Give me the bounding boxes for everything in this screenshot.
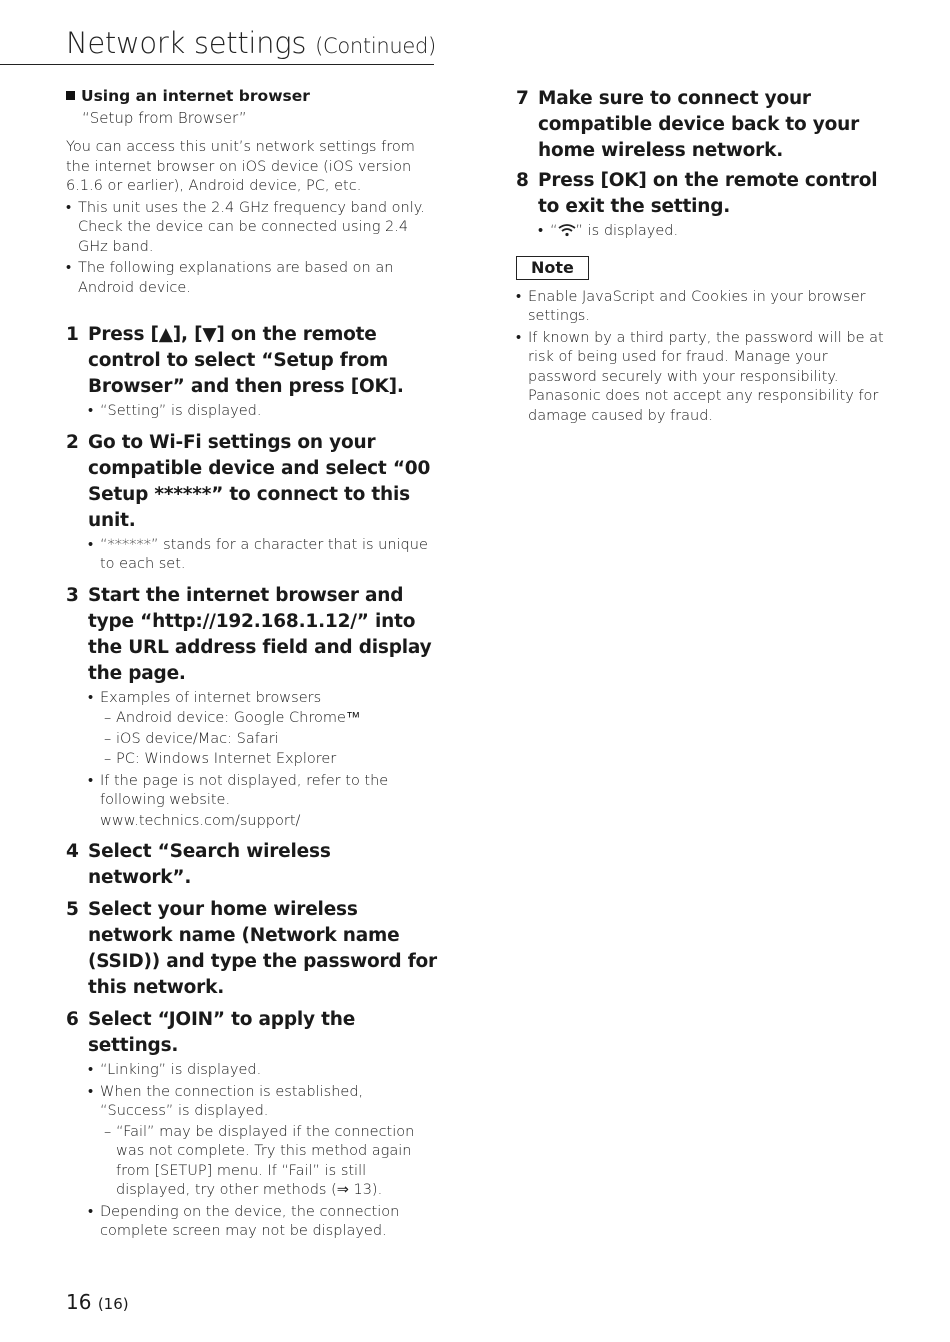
step-number: 3 bbox=[66, 584, 79, 606]
step-bullet: • Examples of internet browsers bbox=[88, 689, 438, 709]
step-number: 6 bbox=[66, 1009, 79, 1030]
step-bullet: • “******” stands for a character that is unique to each set. bbox=[88, 536, 438, 575]
step-title: Press [OK] on the remote control to exit the setting. bbox=[538, 170, 878, 217]
page-number-main: 16 bbox=[66, 1290, 92, 1314]
step-bullet: • Depending on the device, the connection complete screen may not be displayed. bbox=[88, 1203, 438, 1242]
step-5 bbox=[66, 897, 438, 1001]
quote-close: ” is displayed. bbox=[575, 223, 679, 239]
step-number: 5 bbox=[66, 899, 79, 920]
step-dash-item: – iOS device/Mac: Safari bbox=[100, 730, 438, 750]
step-dash-item: – “Fail” may be displayed if the connection was not complete. Try this method again from [SETUP] menu. If “Fail” is still displayed, try other methods (⇒ 13). bbox=[100, 1123, 438, 1201]
section-subheading: “Setup from Browser” bbox=[82, 109, 247, 127]
note-bullet: • If known by a third party, the password will be at risk of being used for fraud. Manage your password securely with your responsibility. Panasonic does not accept any responsibility for damage caused by fraud. bbox=[516, 329, 896, 427]
intro-bullet: • This unit uses the 2.4 GHz frequency band only. Check the device can be connected using 2.4 GHz band. bbox=[66, 199, 438, 258]
section-heading bbox=[66, 86, 438, 106]
step-6 bbox=[66, 1007, 438, 1242]
left-column bbox=[66, 86, 438, 1242]
step-bullet: • If the page is not displayed, refer to the following website. bbox=[88, 772, 438, 811]
step-7 bbox=[516, 86, 896, 164]
step-dash-item: – PC: Windows Internet Explorer bbox=[100, 750, 438, 770]
intro-paragraph: You can access this unit’s network settings from the internet browser on iOS device (iOS version 6.1.6 or earlier), Android device, PC, etc. bbox=[66, 139, 415, 194]
section-heading-text: Using an internet browser bbox=[81, 87, 310, 105]
step-3 bbox=[66, 583, 438, 832]
step-title: Press [▲], [▼] on the remote control to select “Setup from Browser” and then press [OK]. bbox=[88, 324, 404, 397]
note-bullet: • Enable JavaScript and Cookies in your browser settings. bbox=[516, 288, 896, 327]
intro-bullet: • The following explanations are based on an Android device. bbox=[66, 259, 438, 298]
step-1 bbox=[66, 322, 438, 422]
step-number: 7 bbox=[516, 88, 529, 109]
step-dash-item: – Android device: Google Chrome™ bbox=[100, 709, 438, 729]
quote-open: “ bbox=[550, 223, 558, 239]
step-number: 1 bbox=[66, 324, 79, 345]
page-number bbox=[66, 1290, 129, 1314]
note-label: Note bbox=[516, 256, 589, 280]
support-website-link[interactable]: www.technics.com/support/ bbox=[100, 812, 301, 829]
page-title-suffix: (Continued) bbox=[315, 34, 436, 58]
step-title: Make sure to connect your compatible device back to your home wireless network. bbox=[538, 88, 860, 161]
step-number: 2 bbox=[66, 431, 79, 453]
step-title: Select “JOIN” to apply the settings. bbox=[88, 1009, 356, 1056]
step-bullet: • When the connection is established, “Success” is displayed. bbox=[88, 1083, 438, 1122]
right-column bbox=[516, 86, 896, 426]
step-bullet bbox=[538, 222, 896, 242]
step-bullet: • “Setting” is displayed. bbox=[88, 402, 438, 422]
step-2 bbox=[66, 430, 438, 575]
square-bullet-icon bbox=[66, 91, 75, 100]
step-bullet: • “Linking” is displayed. bbox=[88, 1061, 438, 1081]
step-4 bbox=[66, 839, 438, 891]
page-header bbox=[0, 22, 434, 65]
step-title: Start the internet browser and type “http://192.168.1.12/” into the URL address field and display the page. bbox=[88, 584, 432, 684]
page-title bbox=[66, 26, 436, 60]
step-title: Select your home wireless network name (Network name (SSID)) and type the password for this network. bbox=[88, 899, 437, 998]
page-title-text: Network settings bbox=[66, 26, 307, 60]
step-title: Select “Search wireless network”. bbox=[88, 841, 331, 888]
wifi-icon bbox=[558, 223, 576, 237]
step-number: 8 bbox=[516, 170, 529, 191]
step-title: Go to Wi-Fi settings on your compatible device and select “00 Setup ******” to connect to this unit. bbox=[88, 431, 431, 531]
page-number-sub: (16) bbox=[97, 1295, 129, 1313]
step-8 bbox=[516, 168, 896, 242]
step-number: 4 bbox=[66, 841, 79, 862]
